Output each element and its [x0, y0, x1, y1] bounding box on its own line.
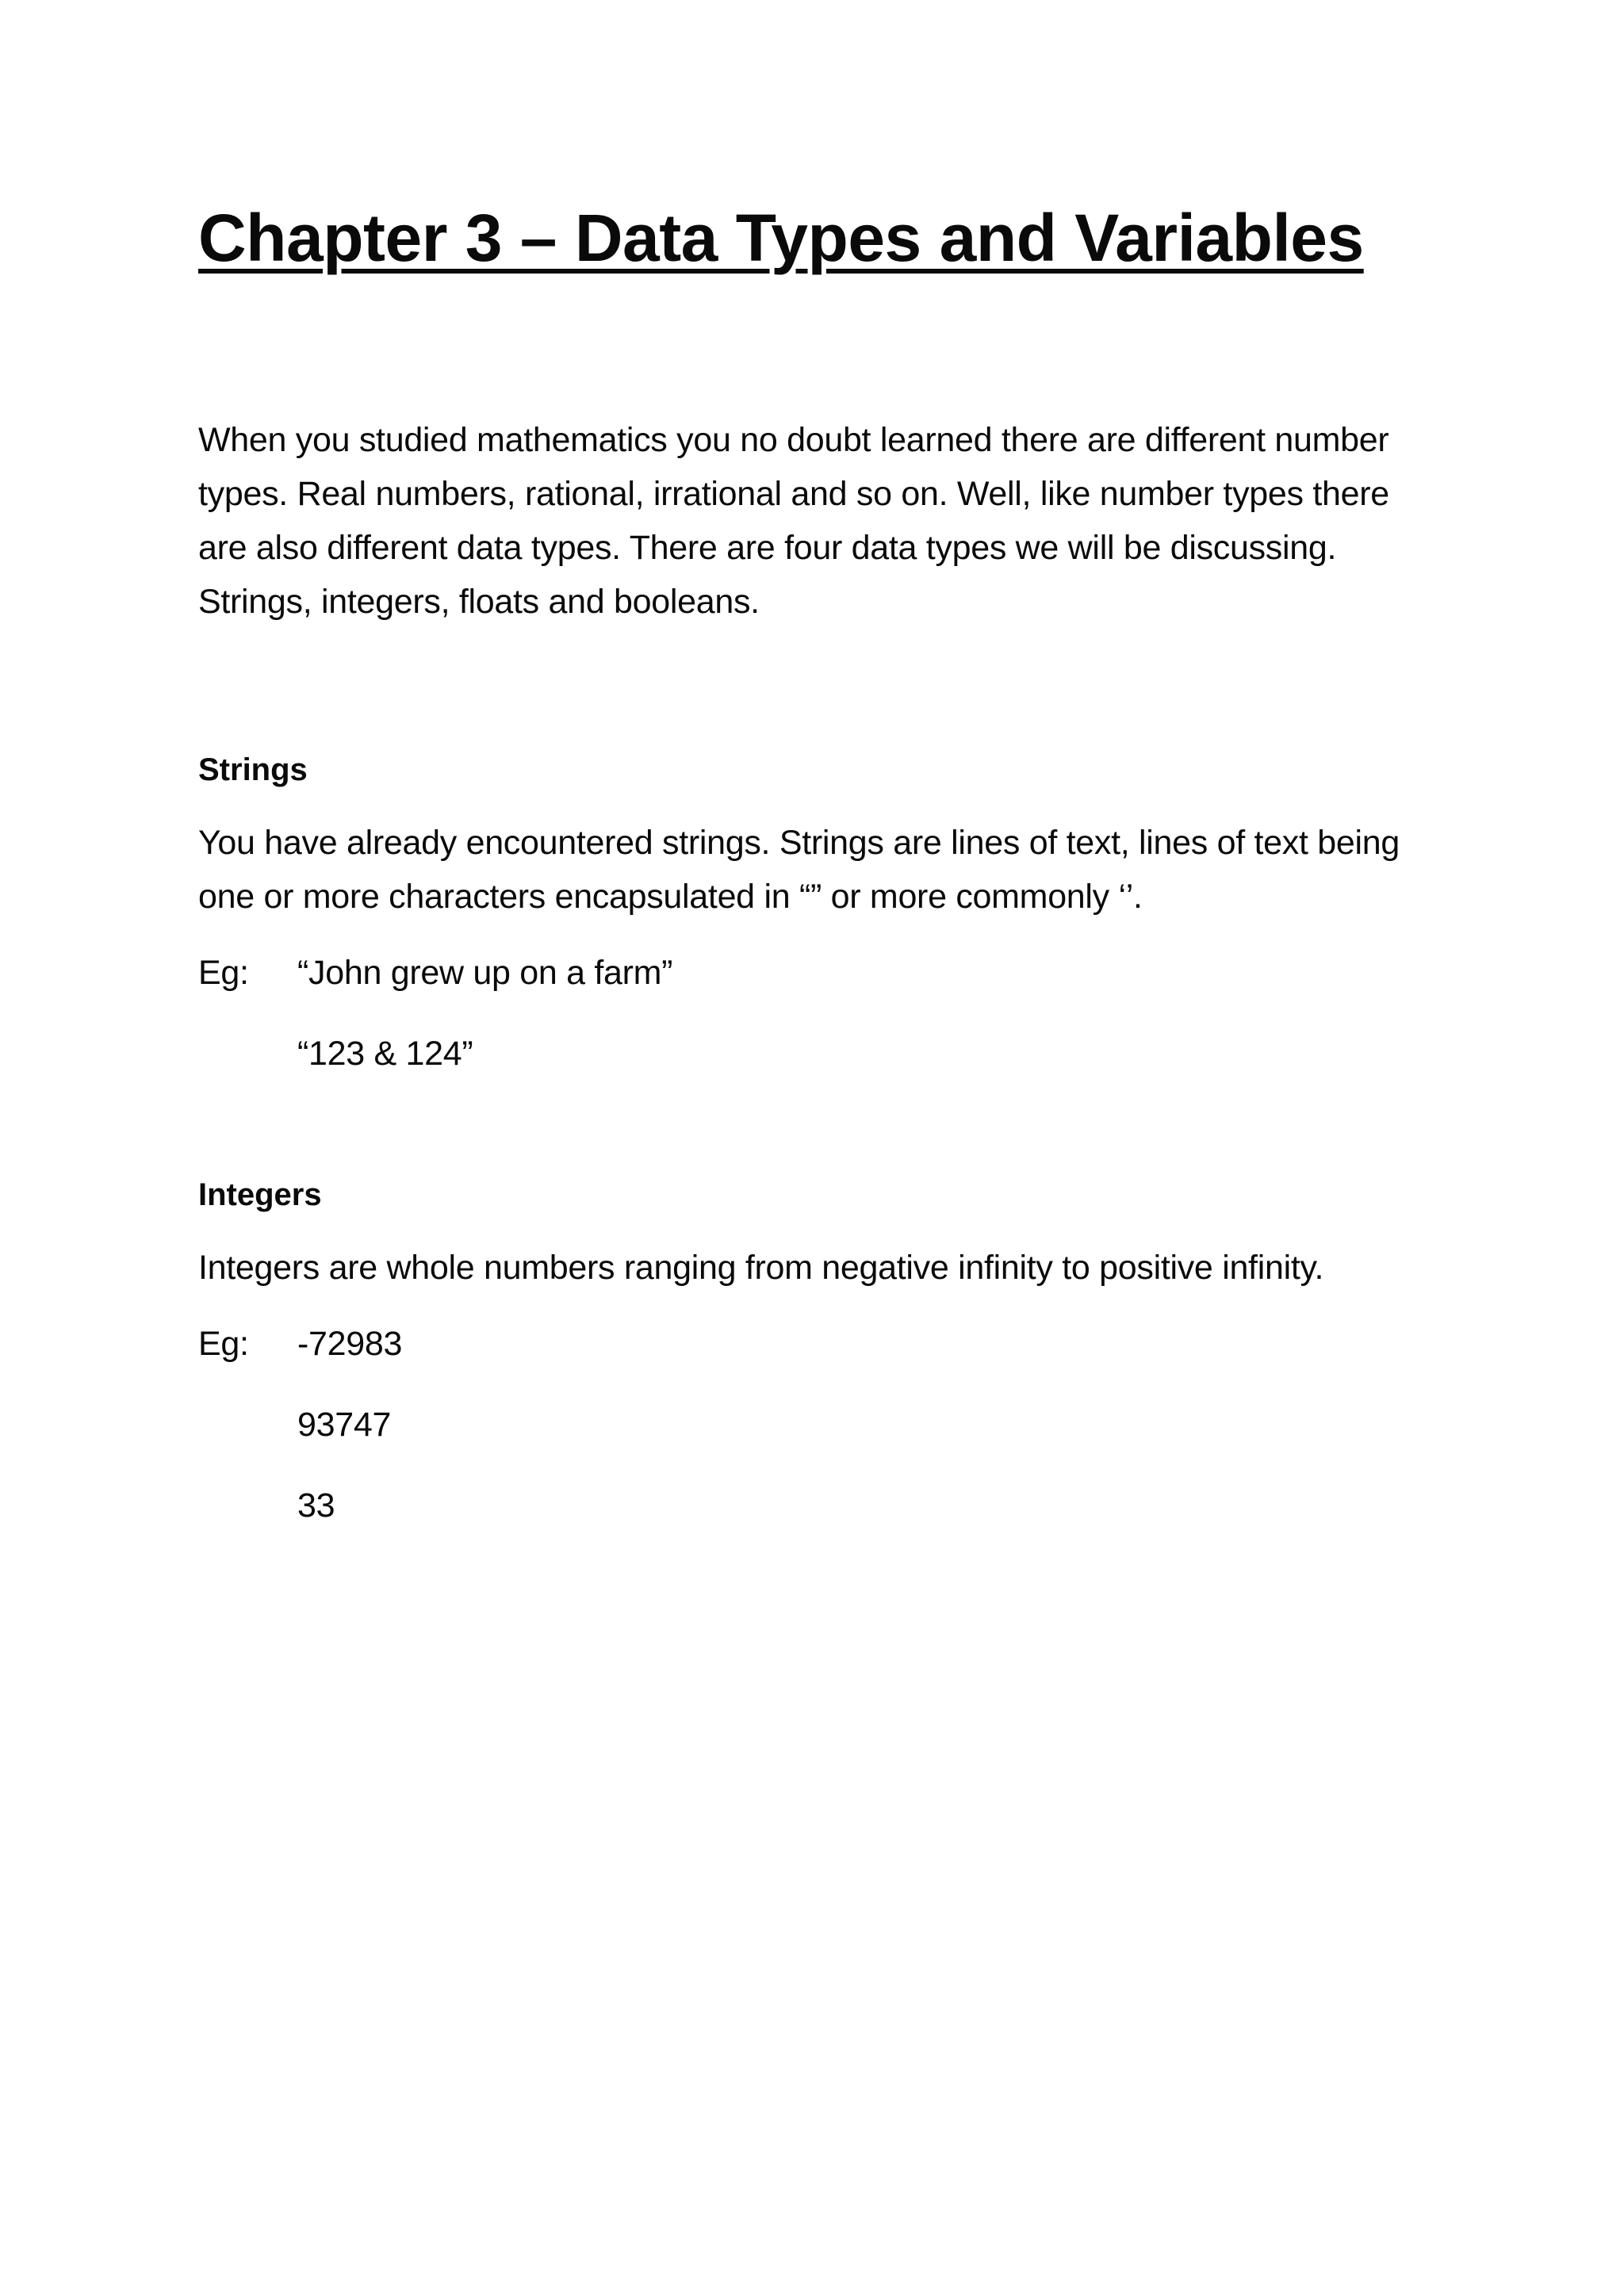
example-label-spacer: [198, 1483, 297, 1528]
example-value: 93747: [297, 1405, 392, 1444]
example-row: [198, 1483, 1435, 1528]
strings-description: You have already encountered strings. Strings are lines of text, lines of text being one or more characters encapsulated in “” or more commonly ‘’.: [198, 823, 1400, 916]
example-row: [198, 1402, 1435, 1447]
integers-description: Integers are whole numbers ranging from negative infinity to positive infinity.: [198, 1248, 1324, 1287]
example-row: [198, 1031, 1435, 1076]
example-row: [198, 1322, 1435, 1366]
example-value: “123 & 124”: [297, 1034, 473, 1073]
chapter-title: Chapter 3 – Data Types and Variables: [198, 201, 1364, 275]
example-value: “John grew up on a farm”: [297, 953, 673, 992]
example-label: Eg:: [198, 953, 249, 992]
strings-section: [198, 748, 1435, 1076]
example-value: 33: [297, 1486, 335, 1525]
example-label-spacer: [198, 1402, 297, 1447]
page-content: [198, 198, 1435, 1528]
intro-paragraph: When you studied mathematics you no doubt learned there are different number types. Real numbers, rational, irrational and so on. Well, like number types there are also different data types. There are four data types we will be discussing. Strings, integers, floats and booleans.: [198, 420, 1389, 621]
example-label-spacer: [198, 1031, 297, 1076]
integers-section: [198, 1173, 1435, 1528]
strings-heading: Strings: [198, 752, 308, 787]
example-value: -72983: [297, 1324, 403, 1363]
integers-heading: Integers: [198, 1177, 322, 1212]
example-row: [198, 951, 1435, 995]
example-label: Eg:: [198, 1324, 249, 1363]
